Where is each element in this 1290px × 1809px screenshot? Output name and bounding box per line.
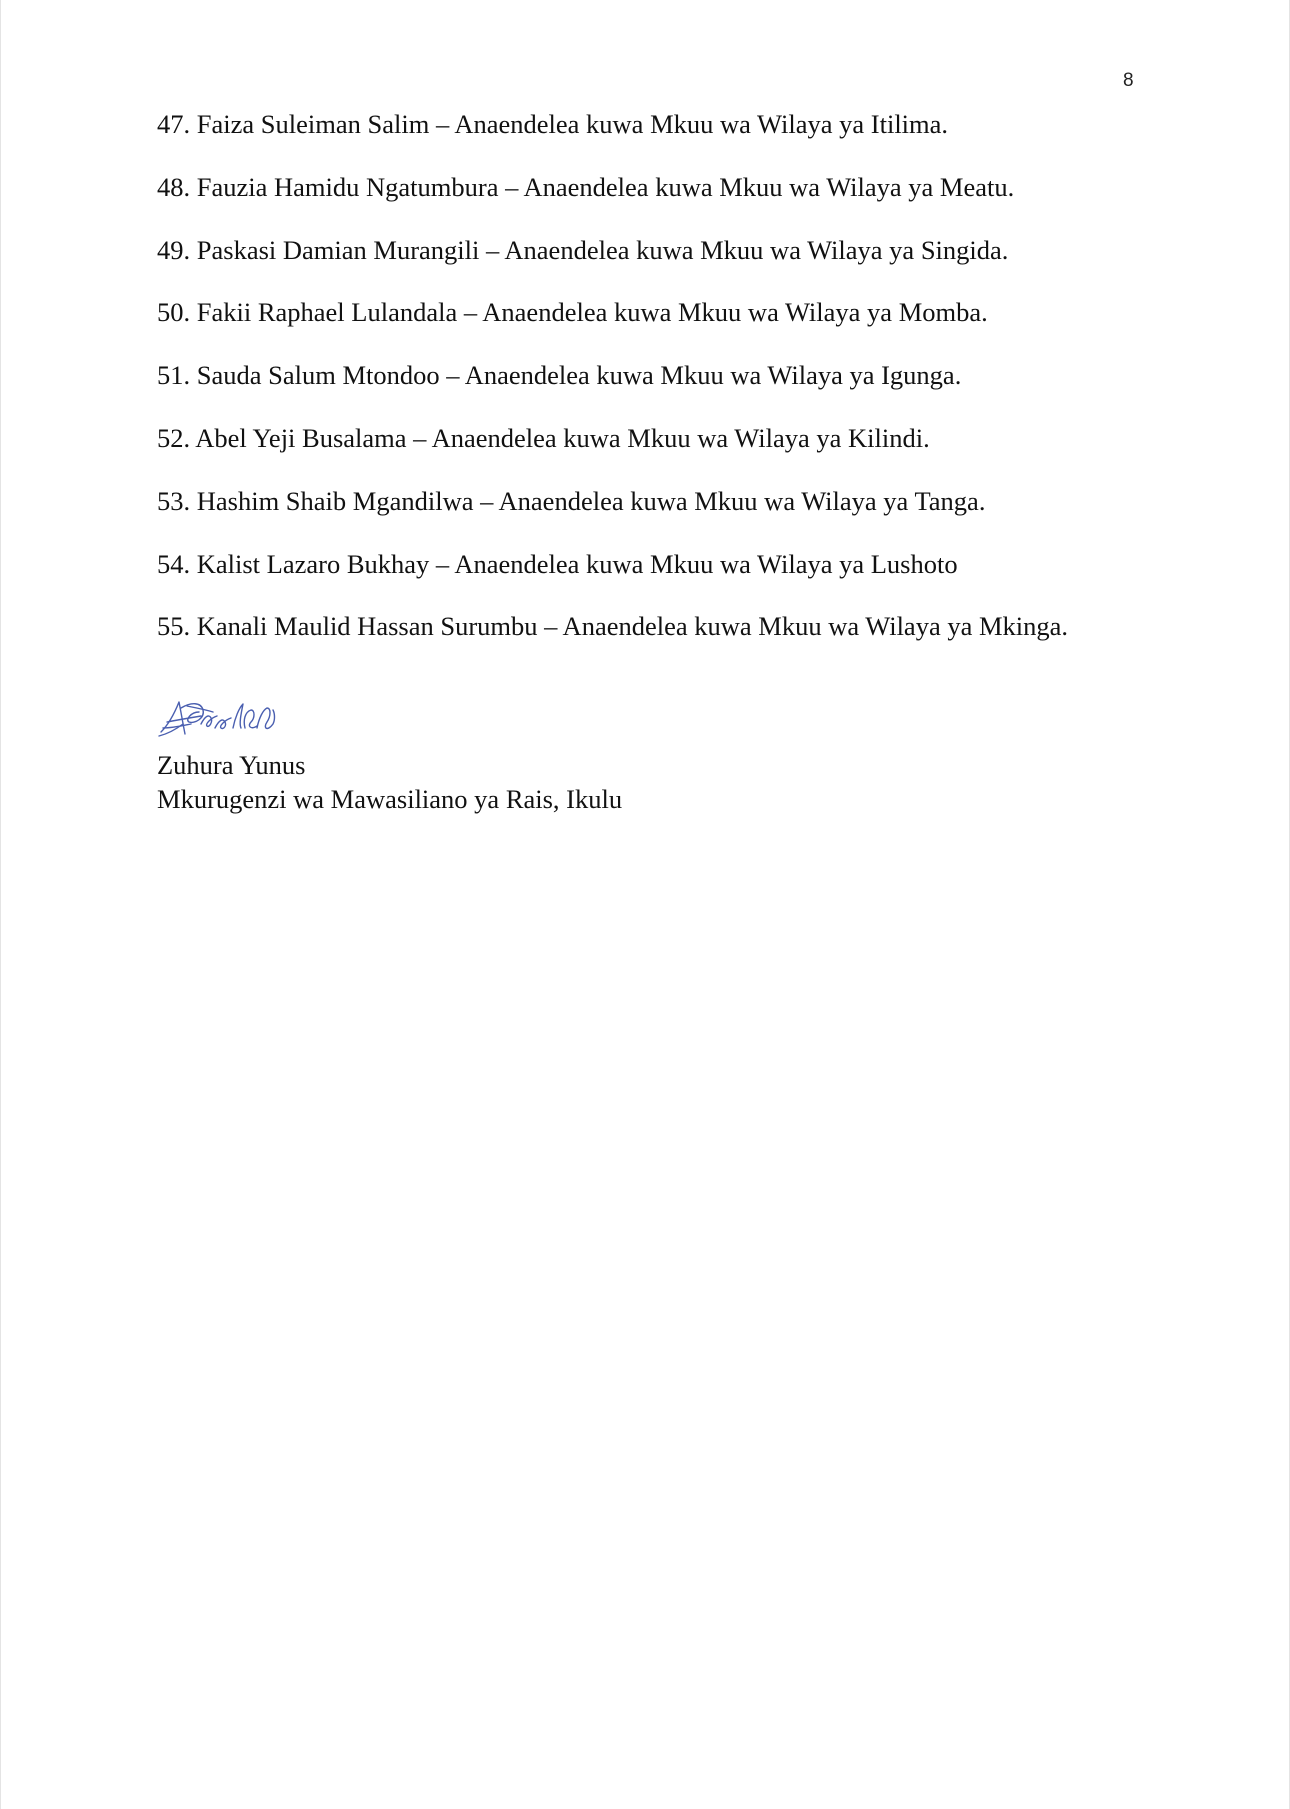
signatory-block — [157, 748, 622, 816]
appointment-list — [157, 108, 1068, 673]
list-item: 52. Abel Yeji Busalama – Anaendelea kuwa Mkuu wa Wilaya ya Kilindi. — [157, 422, 930, 453]
signatory-title: Mkurugenzi wa Mawasiliano ya Rais, Ikulu — [157, 784, 623, 814]
list-item: 55. Kanali Maulid Hassan Surumbu – Anaendelea kuwa Mkuu wa Wilaya ya Mkinga. — [157, 611, 1069, 642]
list-item: 50. Fakii Raphael Lulandala – Anaendelea kuwa Mkuu wa Wilaya ya Momba. — [157, 297, 988, 328]
list-item: 47. Faiza Suleiman Salim – Anaendelea kuwa Mkuu wa Wilaya ya Itilima. — [157, 109, 949, 139]
list-item: 49. Paskasi Damian Murangili – Anaendelea kuwa Mkuu wa Wilaya ya Singida. — [157, 234, 1009, 265]
handwritten-signature — [157, 694, 281, 742]
list-item: 51. Sauda Salum Mtondoo – Anaendelea kuwa Mkuu wa Wilaya ya Igunga. — [157, 360, 962, 391]
page-number: 8 — [1123, 70, 1134, 91]
list-item: 54. Kalist Lazaro Bukhay – Anaendelea kuwa Mkuu wa Wilaya ya Lushoto — [157, 548, 958, 579]
list-item: 48. Fauzia Hamidu Ngatumbura – Anaendelea kuwa Mkuu wa Wilaya ya Meatu. — [157, 171, 1015, 202]
signatory-name: Zuhura Yunus — [157, 750, 306, 780]
list-item: 53. Hashim Shaib Mgandilwa – Anaendelea kuwa Mkuu wa Wilaya ya Tanga. — [157, 485, 986, 516]
